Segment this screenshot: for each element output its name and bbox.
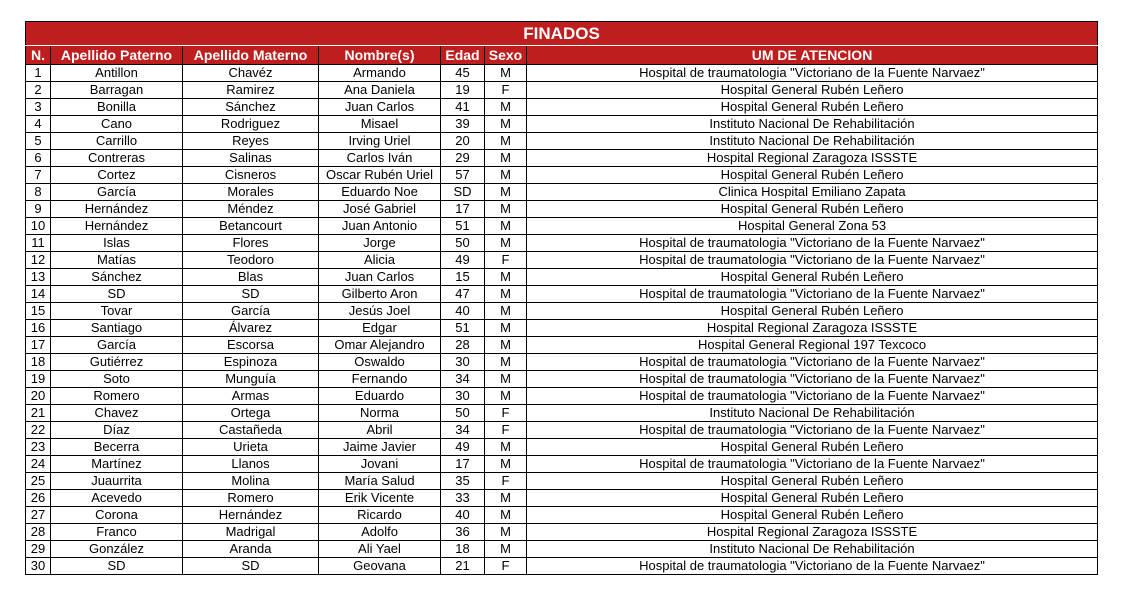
- table-row: [26, 201, 1098, 218]
- cell-number: 29: [26, 541, 51, 558]
- table-row: [26, 422, 1098, 439]
- cell-edad: 35: [441, 473, 485, 490]
- cell-edad: 49: [441, 252, 485, 269]
- cell-um-de-atencion: Hospital General Regional 197 Texcoco: [527, 337, 1098, 354]
- finados-sheet: [25, 21, 1097, 575]
- cell-nombres: Jorge: [319, 235, 441, 252]
- cell-apellido-materno: Morales: [183, 184, 319, 201]
- cell-apellido-paterno: González: [51, 541, 183, 558]
- cell-nombres: Norma: [319, 405, 441, 422]
- cell-apellido-paterno: García: [51, 184, 183, 201]
- cell-number: 4: [26, 116, 51, 133]
- cell-sexo: M: [485, 371, 527, 388]
- cell-apellido-materno: Aranda: [183, 541, 319, 558]
- cell-apellido-paterno: Gutiérrez: [51, 354, 183, 371]
- cell-sexo: M: [485, 286, 527, 303]
- cell-apellido-materno: Flores: [183, 235, 319, 252]
- cell-sexo: F: [485, 252, 527, 269]
- cell-apellido-paterno: Becerra: [51, 439, 183, 456]
- cell-number: 13: [26, 269, 51, 286]
- cell-number: 3: [26, 99, 51, 116]
- cell-edad: SD: [441, 184, 485, 201]
- cell-um-de-atencion: Hospital General Rubén Leñero: [527, 82, 1098, 99]
- cell-sexo: F: [485, 422, 527, 439]
- table-row: [26, 99, 1098, 116]
- cell-nombres: Irving Uriel: [319, 133, 441, 150]
- cell-apellido-materno: Álvarez: [183, 320, 319, 337]
- cell-apellido-paterno: Cortez: [51, 167, 183, 184]
- cell-apellido-paterno: Hernández: [51, 218, 183, 235]
- cell-nombres: Juan Carlos: [319, 99, 441, 116]
- cell-sexo: M: [485, 456, 527, 473]
- cell-edad: 21: [441, 558, 485, 575]
- cell-apellido-paterno: Soto: [51, 371, 183, 388]
- cell-apellido-materno: Llanos: [183, 456, 319, 473]
- cell-nombres: Oswaldo: [319, 354, 441, 371]
- header-apellido-materno: Apellido Materno: [183, 46, 319, 65]
- cell-nombres: Carlos Iván: [319, 150, 441, 167]
- cell-nombres: Ricardo: [319, 507, 441, 524]
- cell-nombres: Ali Yael: [319, 541, 441, 558]
- cell-nombres: Fernando: [319, 371, 441, 388]
- title-row: [26, 22, 1098, 46]
- cell-sexo: M: [485, 337, 527, 354]
- header-number: N.: [26, 46, 51, 65]
- table-row: [26, 167, 1098, 184]
- cell-nombres: Adolfo: [319, 524, 441, 541]
- cell-edad: 18: [441, 541, 485, 558]
- cell-sexo: M: [485, 320, 527, 337]
- cell-apellido-materno: Méndez: [183, 201, 319, 218]
- cell-edad: 40: [441, 507, 485, 524]
- cell-sexo: M: [485, 439, 527, 456]
- cell-nombres: Jaime Javier: [319, 439, 441, 456]
- header-row: [26, 46, 1098, 65]
- cell-apellido-paterno: Antillon: [51, 65, 183, 82]
- cell-nombres: Juan Carlos: [319, 269, 441, 286]
- cell-number: 10: [26, 218, 51, 235]
- cell-apellido-materno: Teodoro: [183, 252, 319, 269]
- cell-apellido-materno: Urieta: [183, 439, 319, 456]
- cell-number: 16: [26, 320, 51, 337]
- cell-um-de-atencion: Hospital General Rubén Leñero: [527, 269, 1098, 286]
- cell-apellido-materno: Romero: [183, 490, 319, 507]
- cell-sexo: M: [485, 116, 527, 133]
- cell-sexo: F: [485, 405, 527, 422]
- cell-nombres: Jesús Joel: [319, 303, 441, 320]
- cell-apellido-materno: Hernández: [183, 507, 319, 524]
- table-row: [26, 439, 1098, 456]
- table-row: [26, 405, 1098, 422]
- cell-number: 1: [26, 65, 51, 82]
- cell-number: 15: [26, 303, 51, 320]
- cell-edad: 28: [441, 337, 485, 354]
- cell-apellido-paterno: Díaz: [51, 422, 183, 439]
- table-row: [26, 490, 1098, 507]
- cell-sexo: M: [485, 167, 527, 184]
- table-row: [26, 286, 1098, 303]
- table-row: [26, 507, 1098, 524]
- cell-apellido-materno: Sánchez: [183, 99, 319, 116]
- cell-apellido-materno: Castañeda: [183, 422, 319, 439]
- table-row: [26, 218, 1098, 235]
- cell-sexo: M: [485, 235, 527, 252]
- cell-sexo: F: [485, 558, 527, 575]
- cell-apellido-materno: Madrigal: [183, 524, 319, 541]
- cell-number: 8: [26, 184, 51, 201]
- cell-um-de-atencion: Hospital de traumatologia "Victoriano de la Fuente Narvaez": [527, 252, 1098, 269]
- cell-number: 6: [26, 150, 51, 167]
- cell-sexo: M: [485, 184, 527, 201]
- cell-edad: 40: [441, 303, 485, 320]
- cell-number: 7: [26, 167, 51, 184]
- table-row: [26, 252, 1098, 269]
- cell-apellido-paterno: SD: [51, 558, 183, 575]
- cell-um-de-atencion: Hospital General Rubén Leñero: [527, 99, 1098, 116]
- cell-sexo: M: [485, 524, 527, 541]
- cell-edad: 34: [441, 422, 485, 439]
- cell-edad: 45: [441, 65, 485, 82]
- cell-apellido-materno: Munguía: [183, 371, 319, 388]
- cell-apellido-paterno: Hernández: [51, 201, 183, 218]
- cell-apellido-materno: Rodriguez: [183, 116, 319, 133]
- cell-edad: 51: [441, 218, 485, 235]
- cell-edad: 30: [441, 388, 485, 405]
- cell-sexo: M: [485, 150, 527, 167]
- cell-number: 24: [26, 456, 51, 473]
- cell-edad: 17: [441, 456, 485, 473]
- cell-edad: 34: [441, 371, 485, 388]
- table-row: [26, 116, 1098, 133]
- cell-nombres: Eduardo Noe: [319, 184, 441, 201]
- cell-edad: 17: [441, 201, 485, 218]
- cell-apellido-materno: Blas: [183, 269, 319, 286]
- cell-um-de-atencion: Hospital de traumatologia "Victoriano de la Fuente Narvaez": [527, 456, 1098, 473]
- cell-apellido-materno: SD: [183, 558, 319, 575]
- cell-edad: 15: [441, 269, 485, 286]
- cell-number: 30: [26, 558, 51, 575]
- cell-nombres: Jovani: [319, 456, 441, 473]
- table-row: [26, 65, 1098, 82]
- cell-apellido-materno: Chavéz: [183, 65, 319, 82]
- cell-nombres: Eduardo: [319, 388, 441, 405]
- header-nombres: Nombre(s): [319, 46, 441, 65]
- cell-um-de-atencion: Hospital Regional Zaragoza ISSSTE: [527, 150, 1098, 167]
- cell-um-de-atencion: Hospital de traumatologia "Victoriano de la Fuente Narvaez": [527, 286, 1098, 303]
- cell-apellido-materno: Escorsa: [183, 337, 319, 354]
- cell-sexo: M: [485, 303, 527, 320]
- cell-apellido-paterno: Acevedo: [51, 490, 183, 507]
- cell-edad: 20: [441, 133, 485, 150]
- table-row: [26, 303, 1098, 320]
- cell-um-de-atencion: Hospital General Rubén Leñero: [527, 439, 1098, 456]
- cell-number: 27: [26, 507, 51, 524]
- cell-sexo: M: [485, 99, 527, 116]
- cell-um-de-atencion: Instituto Nacional De Rehabilitación: [527, 541, 1098, 558]
- table-title: FINADOS: [26, 22, 1098, 46]
- cell-edad: 29: [441, 150, 485, 167]
- cell-sexo: M: [485, 507, 527, 524]
- cell-apellido-paterno: Santiago: [51, 320, 183, 337]
- table-row: [26, 133, 1098, 150]
- header-apellido-paterno: Apellido Paterno: [51, 46, 183, 65]
- cell-apellido-paterno: Contreras: [51, 150, 183, 167]
- cell-apellido-materno: Ramirez: [183, 82, 319, 99]
- cell-um-de-atencion: Hospital General Rubén Leñero: [527, 507, 1098, 524]
- cell-apellido-paterno: Bonilla: [51, 99, 183, 116]
- cell-um-de-atencion: Hospital de traumatologia "Victoriano de la Fuente Narvaez": [527, 558, 1098, 575]
- cell-sexo: M: [485, 388, 527, 405]
- cell-nombres: Gilberto Aron: [319, 286, 441, 303]
- table-row: [26, 82, 1098, 99]
- header-um-de-atencion: UM DE ATENCION: [527, 46, 1098, 65]
- cell-nombres: Edgar: [319, 320, 441, 337]
- cell-number: 12: [26, 252, 51, 269]
- cell-number: 18: [26, 354, 51, 371]
- cell-apellido-materno: SD: [183, 286, 319, 303]
- cell-number: 25: [26, 473, 51, 490]
- cell-nombres: Erik Vicente: [319, 490, 441, 507]
- table-row: [26, 320, 1098, 337]
- cell-apellido-paterno: Sánchez: [51, 269, 183, 286]
- cell-number: 2: [26, 82, 51, 99]
- cell-nombres: José Gabriel: [319, 201, 441, 218]
- cell-apellido-paterno: Chavez: [51, 405, 183, 422]
- cell-number: 22: [26, 422, 51, 439]
- cell-nombres: Abril: [319, 422, 441, 439]
- cell-sexo: M: [485, 133, 527, 150]
- cell-number: 11: [26, 235, 51, 252]
- cell-um-de-atencion: Hospital General Rubén Leñero: [527, 303, 1098, 320]
- cell-edad: 19: [441, 82, 485, 99]
- cell-apellido-materno: Armas: [183, 388, 319, 405]
- cell-edad: 33: [441, 490, 485, 507]
- cell-edad: 47: [441, 286, 485, 303]
- cell-apellido-paterno: Islas: [51, 235, 183, 252]
- cell-um-de-atencion: Hospital Regional Zaragoza ISSSTE: [527, 320, 1098, 337]
- table-row: [26, 269, 1098, 286]
- cell-apellido-paterno: Corona: [51, 507, 183, 524]
- cell-edad: 57: [441, 167, 485, 184]
- cell-sexo: M: [485, 354, 527, 371]
- cell-nombres: Geovana: [319, 558, 441, 575]
- cell-sexo: F: [485, 473, 527, 490]
- cell-number: 9: [26, 201, 51, 218]
- cell-number: 5: [26, 133, 51, 150]
- cell-edad: 39: [441, 116, 485, 133]
- table-body: [26, 65, 1098, 575]
- table-row: [26, 337, 1098, 354]
- cell-sexo: M: [485, 218, 527, 235]
- table-row: [26, 354, 1098, 371]
- table-row: [26, 524, 1098, 541]
- cell-nombres: Misael: [319, 116, 441, 133]
- cell-apellido-materno: Reyes: [183, 133, 319, 150]
- cell-apellido-paterno: Martínez: [51, 456, 183, 473]
- cell-um-de-atencion: Clinica Hospital Emiliano Zapata: [527, 184, 1098, 201]
- cell-apellido-materno: Betancourt: [183, 218, 319, 235]
- cell-sexo: M: [485, 490, 527, 507]
- cell-nombres: Ana Daniela: [319, 82, 441, 99]
- cell-apellido-paterno: Juaurrita: [51, 473, 183, 490]
- cell-apellido-materno: Ortega: [183, 405, 319, 422]
- cell-number: 21: [26, 405, 51, 422]
- cell-nombres: Juan Antonio: [319, 218, 441, 235]
- cell-number: 14: [26, 286, 51, 303]
- cell-number: 19: [26, 371, 51, 388]
- cell-nombres: María Salud: [319, 473, 441, 490]
- table-row: [26, 558, 1098, 575]
- cell-um-de-atencion: Hospital General Zona 53: [527, 218, 1098, 235]
- cell-apellido-paterno: Carrillo: [51, 133, 183, 150]
- cell-sexo: M: [485, 65, 527, 82]
- cell-nombres: Alicia: [319, 252, 441, 269]
- cell-edad: 50: [441, 235, 485, 252]
- cell-number: 20: [26, 388, 51, 405]
- cell-number: 26: [26, 490, 51, 507]
- cell-apellido-paterno: Franco: [51, 524, 183, 541]
- cell-um-de-atencion: Hospital de traumatologia "Victoriano de la Fuente Narvaez": [527, 354, 1098, 371]
- cell-um-de-atencion: Hospital General Rubén Leñero: [527, 167, 1098, 184]
- cell-nombres: Armando: [319, 65, 441, 82]
- table-row: [26, 388, 1098, 405]
- cell-edad: 49: [441, 439, 485, 456]
- cell-apellido-materno: Molina: [183, 473, 319, 490]
- cell-apellido-materno: Cisneros: [183, 167, 319, 184]
- cell-apellido-paterno: SD: [51, 286, 183, 303]
- header-sexo: Sexo: [485, 46, 527, 65]
- cell-um-de-atencion: Instituto Nacional De Rehabilitación: [527, 405, 1098, 422]
- cell-apellido-materno: Salinas: [183, 150, 319, 167]
- cell-sexo: F: [485, 82, 527, 99]
- table-row: [26, 371, 1098, 388]
- cell-nombres: Omar Alejandro: [319, 337, 441, 354]
- cell-apellido-paterno: García: [51, 337, 183, 354]
- table-row: [26, 473, 1098, 490]
- cell-um-de-atencion: Instituto Nacional De Rehabilitación: [527, 133, 1098, 150]
- cell-um-de-atencion: Hospital de traumatologia "Victoriano de la Fuente Narvaez": [527, 388, 1098, 405]
- cell-um-de-atencion: Hospital de traumatologia "Victoriano de la Fuente Narvaez": [527, 422, 1098, 439]
- cell-edad: 30: [441, 354, 485, 371]
- finados-table: [25, 21, 1098, 575]
- table-row: [26, 184, 1098, 201]
- cell-number: 23: [26, 439, 51, 456]
- cell-edad: 41: [441, 99, 485, 116]
- cell-edad: 51: [441, 320, 485, 337]
- cell-sexo: M: [485, 201, 527, 218]
- cell-um-de-atencion: Hospital General Rubén Leñero: [527, 473, 1098, 490]
- table-row: [26, 456, 1098, 473]
- cell-um-de-atencion: Hospital de traumatologia "Victoriano de la Fuente Narvaez": [527, 371, 1098, 388]
- cell-sexo: M: [485, 541, 527, 558]
- cell-apellido-materno: Espinoza: [183, 354, 319, 371]
- cell-sexo: M: [485, 269, 527, 286]
- cell-apellido-paterno: Cano: [51, 116, 183, 133]
- cell-apellido-paterno: Matías: [51, 252, 183, 269]
- table-row: [26, 235, 1098, 252]
- cell-um-de-atencion: Hospital Regional Zaragoza ISSSTE: [527, 524, 1098, 541]
- header-edad: Edad: [441, 46, 485, 65]
- cell-um-de-atencion: Instituto Nacional De Rehabilitación: [527, 116, 1098, 133]
- cell-nombres: Oscar Rubén Uriel: [319, 167, 441, 184]
- cell-um-de-atencion: Hospital de traumatologia "Victoriano de la Fuente Narvaez": [527, 235, 1098, 252]
- cell-edad: 50: [441, 405, 485, 422]
- cell-um-de-atencion: Hospital de traumatologia "Victoriano de la Fuente Narvaez": [527, 65, 1098, 82]
- cell-um-de-atencion: Hospital General Rubén Leñero: [527, 201, 1098, 218]
- cell-apellido-paterno: Romero: [51, 388, 183, 405]
- cell-um-de-atencion: Hospital General Rubén Leñero: [527, 490, 1098, 507]
- cell-apellido-materno: García: [183, 303, 319, 320]
- table-row: [26, 150, 1098, 167]
- cell-edad: 36: [441, 524, 485, 541]
- cell-apellido-paterno: Tovar: [51, 303, 183, 320]
- table-row: [26, 541, 1098, 558]
- cell-number: 17: [26, 337, 51, 354]
- cell-apellido-paterno: Barragan: [51, 82, 183, 99]
- cell-number: 28: [26, 524, 51, 541]
